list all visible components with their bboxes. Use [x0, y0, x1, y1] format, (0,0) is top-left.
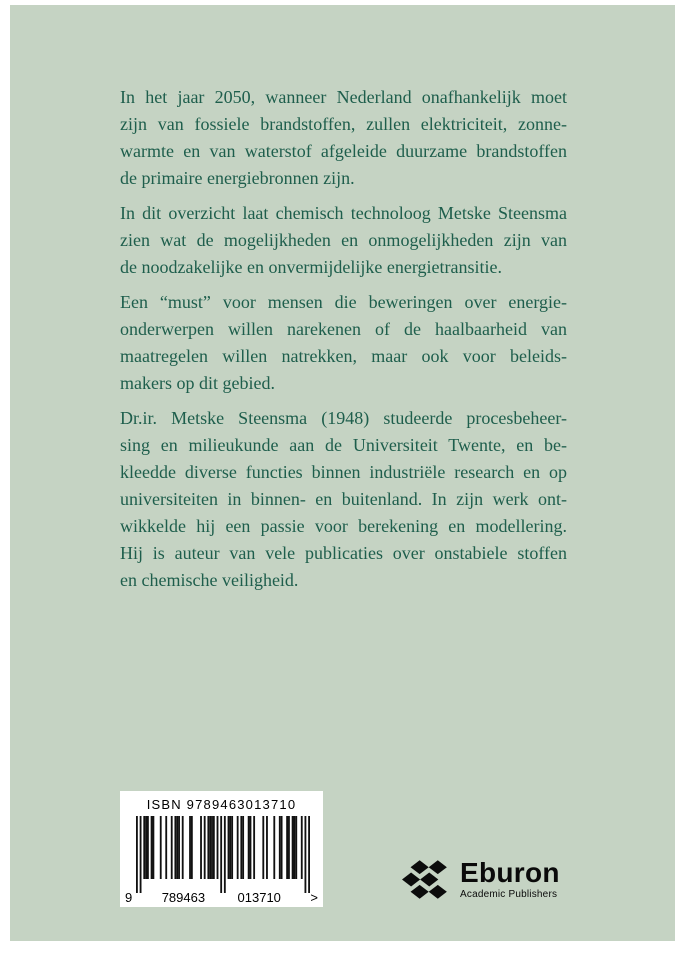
- text-line: makers op dit gebied.: [120, 373, 275, 393]
- barcode-digit-first: 9: [125, 890, 133, 905]
- back-cover-text: [120, 84, 567, 602]
- eburon-logo-icon: [402, 859, 449, 900]
- paragraph: [120, 289, 567, 397]
- text-line: universiteiten in binnen- en buitenland. In zijn werk ont-: [120, 489, 567, 509]
- text-line: zien wat de mogelijkheden en onmogelijkheden zijn van: [120, 230, 567, 250]
- text-line: onderwerpen willen narekenen of de haalbaarheid van: [120, 319, 567, 339]
- barcode-digit-group-right: 013710: [235, 890, 284, 905]
- publisher-block: [402, 858, 560, 901]
- ean13-barcode: [136, 816, 310, 893]
- isbn-label: ISBN 9789463013710: [146, 797, 297, 812]
- barcode-digit-group-left: 789463: [159, 890, 208, 905]
- publisher-text: [460, 858, 560, 901]
- text-line: warmte en van waterstof afgeleide duurzame brandstoffen: [120, 141, 567, 161]
- text-line: In het jaar 2050, wanneer Nederland onafhankelijk moet: [120, 87, 567, 107]
- paragraph: [120, 84, 567, 192]
- text-line: maatregelen willen natrekken, maar ook voor beleids-: [120, 346, 567, 366]
- isbn-barcode-block: [120, 791, 323, 907]
- text-line: de noodzakelijke en onvermijdelijke energietransitie.: [120, 257, 503, 277]
- paragraph: [120, 405, 567, 594]
- text-line: en chemische veiligheid.: [120, 570, 299, 590]
- text-line: kleedde diverse functies binnen industriële research en op: [120, 462, 567, 482]
- text-line: wikkelde hij een passie voor berekening en modellering.: [120, 516, 567, 536]
- text-line: In dit overzicht laat chemisch technoloog Metske Steensma: [120, 203, 567, 223]
- text-line: zijn van fossiele brandstoffen, zullen elektriciteit, zonne-: [120, 114, 567, 134]
- text-line: Een “must” voor mensen die beweringen over energie-: [120, 292, 567, 312]
- barcode-end-mark: >: [310, 890, 318, 905]
- text-line: de primaire energiebronnen zijn.: [120, 168, 355, 188]
- publisher-tagline: Academic Publishers: [460, 889, 558, 900]
- publisher-name: Eburon: [460, 857, 560, 888]
- book-back-cover: [10, 5, 675, 941]
- text-line: Dr.ir. Metske Steensma (1948) studeerde procesbeheer-: [120, 408, 567, 428]
- barcode-digits: [125, 889, 318, 905]
- text-line: Hij is auteur van vele publicaties over onstabiele stoffen: [120, 543, 567, 563]
- paragraph: [120, 200, 567, 281]
- text-line: sing en milieukunde aan de Universiteit Twente, en be-: [120, 435, 567, 455]
